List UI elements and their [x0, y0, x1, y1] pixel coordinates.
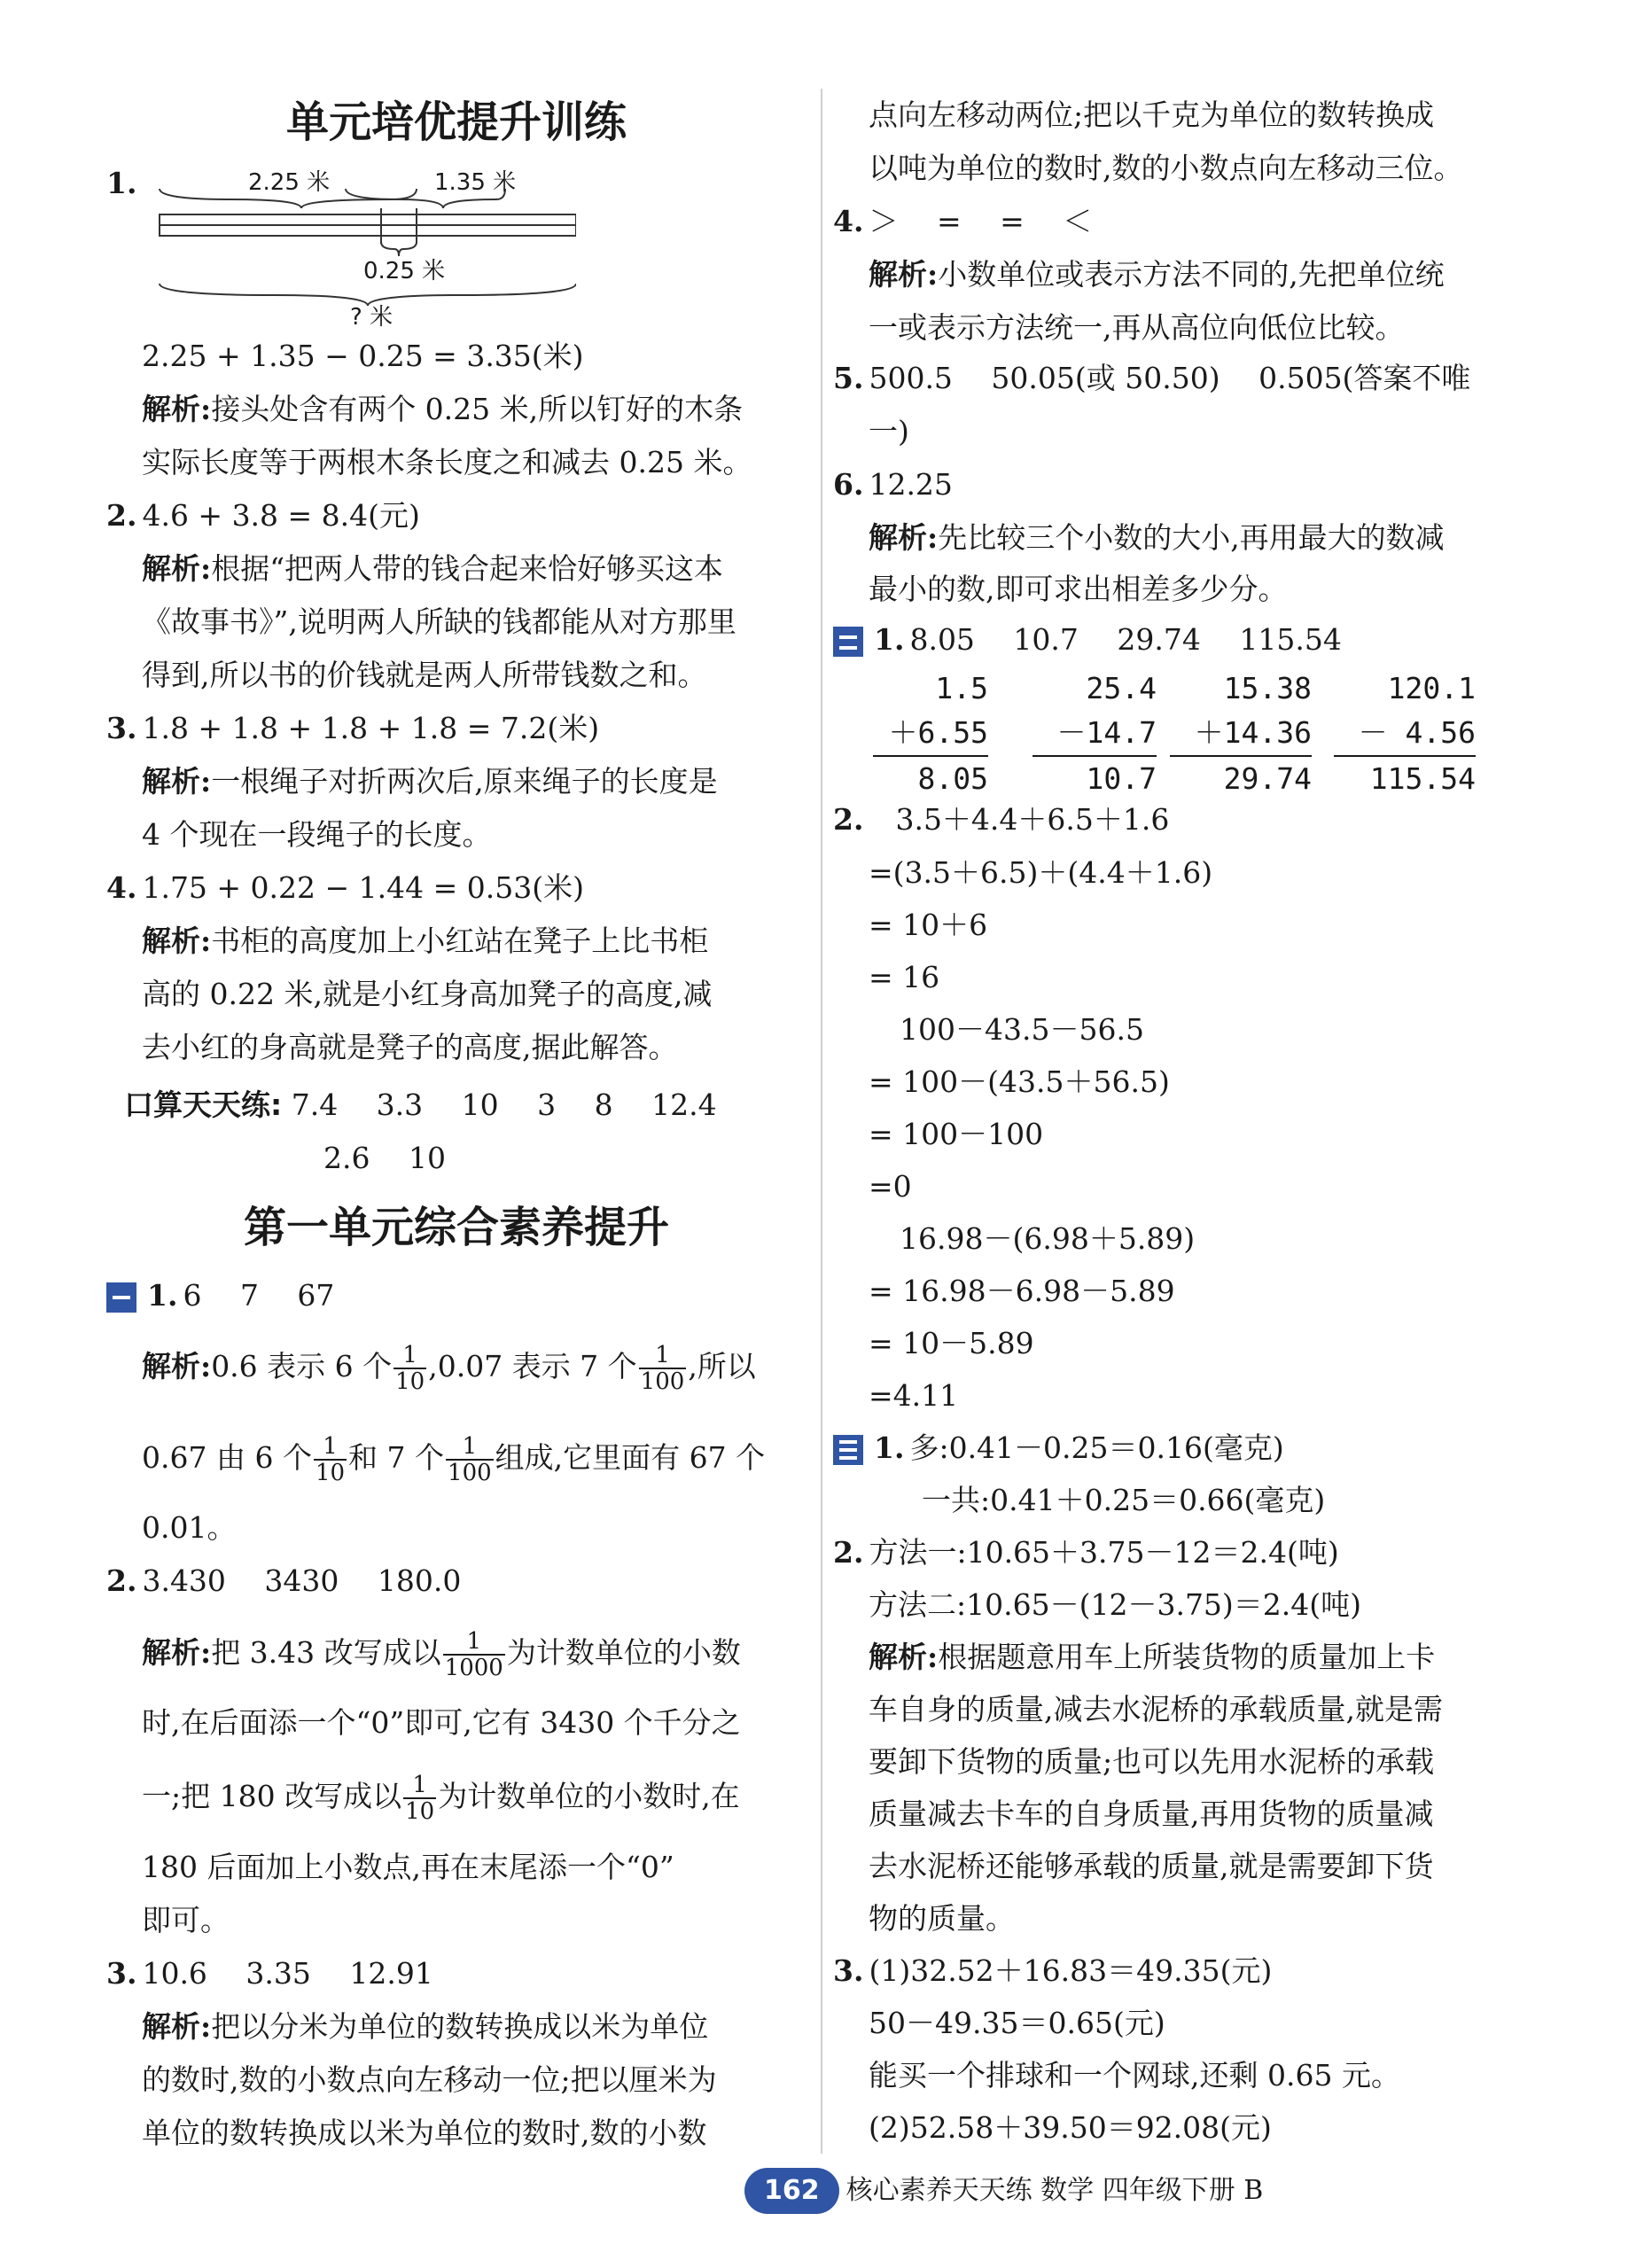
q4-analysis-3: 去小红的身高就是凳子的高度,据此解答。: [142, 1030, 678, 1064]
s1-q6-analysis-1: 解析:先比较三个小数的大小,再用最大的数减: [869, 520, 1445, 555]
q3-analysis-2: 4 个现在一段绳子的长度。: [142, 817, 492, 852]
s3-q2-analysis-6: 物的质量。: [869, 1901, 1015, 1936]
s3-q3-line4: (2)52.58＋39.50＝92.08(元): [869, 2110, 1272, 2145]
s1-q4-analysis-1: 解析:小数单位或表示方法不同的,先把单位统: [869, 257, 1445, 292]
diagram-label-total: ? 米: [350, 304, 394, 331]
q1-analysis-1: 解析:接头处含有两个 0.25 米,所以钉好的木条: [142, 392, 744, 426]
vertical-calc-2: 25.4 －14.7 10.7: [1032, 666, 1157, 801]
diagram-label-b: 1.35 米: [434, 169, 517, 196]
q2-analysis-2: 《故事书》”,说明两人所缺的钱都能从对方那里: [142, 604, 736, 639]
q2-analysis-3: 得到,所以书的价钱就是两人所带钱数之和。: [142, 658, 707, 692]
q3-analysis-1: 解析:一根绳子对折两次后,原来绳子的长度是: [142, 764, 718, 799]
vertical-calc-4: 120.1 － 4.56 115.54: [1334, 666, 1476, 801]
s3-q1-line2: 一共:0.41＋0.25＝0.66(毫克): [922, 1483, 1326, 1517]
s1-q3-analysis-2: 的数时,数的小数点向左移动一位;把以厘米为: [142, 2062, 717, 2097]
s2-q2-step-11: = 10－5.89: [869, 1326, 1034, 1360]
s1-q4-answer: 4. ＞ = = ＜: [833, 204, 1093, 238]
q4-answer: 4. 1.75 + 0.22 − 1.44 = 0.53(米): [106, 870, 584, 905]
q3-answer: 3. 1.8 + 1.8 + 1.8 + 1.8 = 7.2(米): [106, 711, 600, 745]
s1-q6-analysis-2: 最小的数,即可求出相差多少分。: [869, 572, 1288, 606]
section-two-badge: [833, 627, 863, 657]
fraction-1-1000: $\frac{1}{1000}$: [444, 1628, 503, 1681]
s3-q3-line2: 50－49.35＝0.65(元): [869, 2006, 1165, 2040]
s3-q3-line1: 3. (1)32.52＋16.83＝49.35(元): [833, 1953, 1273, 1988]
s1-q1-analysis-2: 0.67 由 6 个 $\frac{1}{10}$ 和 7 个 $\frac{1}{100}$ 组成,它里面有 67 个: [142, 1433, 766, 1486]
section-title-unit-training: 单元培优提升训练: [285, 97, 627, 147]
s3-q2-analysis-2: 车自身的质量,减去水泥桥的承载质量,就是需: [869, 1692, 1443, 1726]
s2-q2-step-5: 100－43.5－56.5: [900, 1012, 1144, 1047]
s2-q2-step-8: =0: [869, 1169, 912, 1204]
s2-q2-step-2: =(3.5＋6.5)＋(4.4＋1.6): [869, 855, 1213, 890]
s1-q2-analysis-3: 一;把 180 改写成以 $\frac{1}{10}$ 为计数单位的小数时,在: [142, 1772, 740, 1825]
fraction-1-100: $\frac{1}{100}$: [640, 1342, 685, 1395]
s1-q1-analysis-1: 解析:0.6 表示 6 个 $\frac{1}{10}$ ,0.07 表示 7 个 $\frac{1}{100}$ ,所以: [142, 1342, 756, 1395]
s1-q2-analysis-5: 即可。: [142, 1903, 230, 1937]
s1-q3-analysis-3: 单位的数转换成以米为单位的数时,数的小数: [142, 2116, 707, 2150]
s1-q5-answer: 5. 500.5 50.05(或 50.50) 0.505(答案不唯: [833, 361, 1471, 395]
section-three-badge: [833, 1435, 863, 1465]
vertical-calc-1: 1.5 ＋6.55 8.05: [873, 666, 988, 801]
s1-q6-answer: 6. 12.25: [833, 467, 953, 502]
section-title-unit-one: 第一单元综合素养提升: [243, 1203, 669, 1252]
q4-analysis-1: 解析:书柜的高度加上小红站在凳子上比书柜: [142, 924, 709, 958]
s3-q2-analysis-4: 质量减去卡车的自身质量,再用货物的质量减: [869, 1796, 1434, 1831]
s3-q1-line1: 1. 多:0.41－0.25＝0.16(毫克): [833, 1429, 1284, 1468]
page-footer: [744, 2168, 1263, 2214]
fraction-1-10: $\frac{1}{10}$: [395, 1342, 425, 1395]
s1-q4-analysis-2: 一或表示方法统一,再从高位向低位比较。: [869, 310, 1405, 345]
fraction-1-100: $\frac{1}{100}$: [448, 1433, 492, 1486]
s2-q2-step-10: = 16.98－6.98－5.89: [869, 1274, 1175, 1308]
s1-q5-answer-cont: 一): [869, 414, 909, 448]
s1-q2-analysis-1: 解析:把 3.43 改写成以 $\frac{1}{1000}$ 为计数单位的小数: [142, 1628, 741, 1681]
column-divider: [821, 89, 822, 2154]
fraction-1-10: $\frac{1}{10}$: [315, 1433, 346, 1486]
s3-q2-analysis-3: 要卸下货物的质量;也可以先用水泥桥的承载: [869, 1744, 1435, 1779]
s1-q1-analysis-3: 0.01。: [142, 1510, 237, 1545]
diagram-label-overlap: 0.25 米: [363, 258, 446, 284]
s2-q1-answer: 1. 8.05 10.7 29.74 115.54: [833, 620, 1342, 659]
s2-q2-step-6: = 100－(43.5＋56.5): [869, 1064, 1170, 1099]
q2-analysis-1: 解析:根据“把两人带的钱合起来恰好够买这本: [142, 551, 724, 586]
fraction-1-10: $\frac{1}{10}$: [405, 1772, 435, 1825]
s1-q3-analysis-1: 解析:把以分米为单位的数转换成以米为单位: [142, 2009, 709, 2044]
s2-q2-step-4: = 16: [869, 960, 940, 994]
s3-q2-analysis-1: 解析:根据题意用车上所装货物的质量加上卡: [869, 1640, 1436, 1674]
vertical-calc-3: 15.38 ＋14.36 29.74: [1170, 666, 1312, 801]
s1-q2-analysis-4: 180 后面加上小数点,再在末尾添一个“0”: [142, 1850, 674, 1884]
s3-q2-line1: 2. 方法一:10.65＋3.75－12＝2.4(吨): [833, 1535, 1339, 1570]
q1-number: 1.: [106, 166, 137, 200]
s2-q2-step-12: =4.11: [869, 1378, 959, 1413]
q2-answer: 2. 4.6 + 3.8 = 8.4(元): [106, 498, 420, 533]
q1-answer: 2.25 + 1.35 − 0.25 = 3.35(米): [142, 339, 584, 373]
diagram-label-a: 2.25 米: [248, 169, 331, 196]
book-title: 核心素养天天练 数学 四年级下册 B: [845, 2175, 1264, 2206]
mental-math-line2: 2.6 10: [323, 1141, 446, 1175]
s2-q2-step-3: = 10＋6: [869, 908, 988, 942]
s2-q2-step-9: 16.98－(6.98＋5.89): [900, 1221, 1196, 1256]
q1-analysis-2: 实际长度等于两根木条长度之和减去 0.25 米。: [142, 445, 752, 479]
s1-q3-answer: 3. 10.6 3.35 12.91: [106, 1956, 433, 1991]
wood-strip-diagram: [142, 164, 576, 331]
s3-q3-line3: 能买一个排球和一个网球,还剩 0.65 元。: [869, 2058, 1400, 2093]
mental-math-line1: 口算天天练: 7.4 3.3 10 3 8 12.4: [124, 1087, 717, 1122]
s1-q3-analysis-5: 以吨为单位的数时,数的小数点向左移动三位。: [869, 151, 1463, 185]
s1-q1-answer: 1. 6 7 67: [106, 1276, 334, 1315]
page-number: 162: [744, 2168, 839, 2214]
s2-q2-step-7: = 100－100: [869, 1117, 1044, 1151]
s2-q2-step-1: 2. 3.5＋4.4＋6.5＋1.6: [833, 802, 1170, 837]
s1-q2-analysis-2: 时,在后面添一个“0”即可,它有 3430 个千分之: [142, 1705, 741, 1740]
s1-q3-analysis-4: 点向左移动两位;把以千克为单位的数转换成: [869, 97, 1435, 132]
s3-q2-line2: 方法二:10.65－(12－3.75)＝2.4(吨): [869, 1587, 1362, 1622]
section-one-badge: [106, 1282, 136, 1313]
q4-analysis-2: 高的 0.22 米,就是小红身高加凳子的高度,减: [142, 977, 713, 1011]
s3-q2-analysis-5: 去水泥桥还能够承载的质量,就是需要卸下货: [869, 1849, 1434, 1883]
s1-q2-answer: 2. 3.430 3430 180.0: [106, 1563, 462, 1598]
